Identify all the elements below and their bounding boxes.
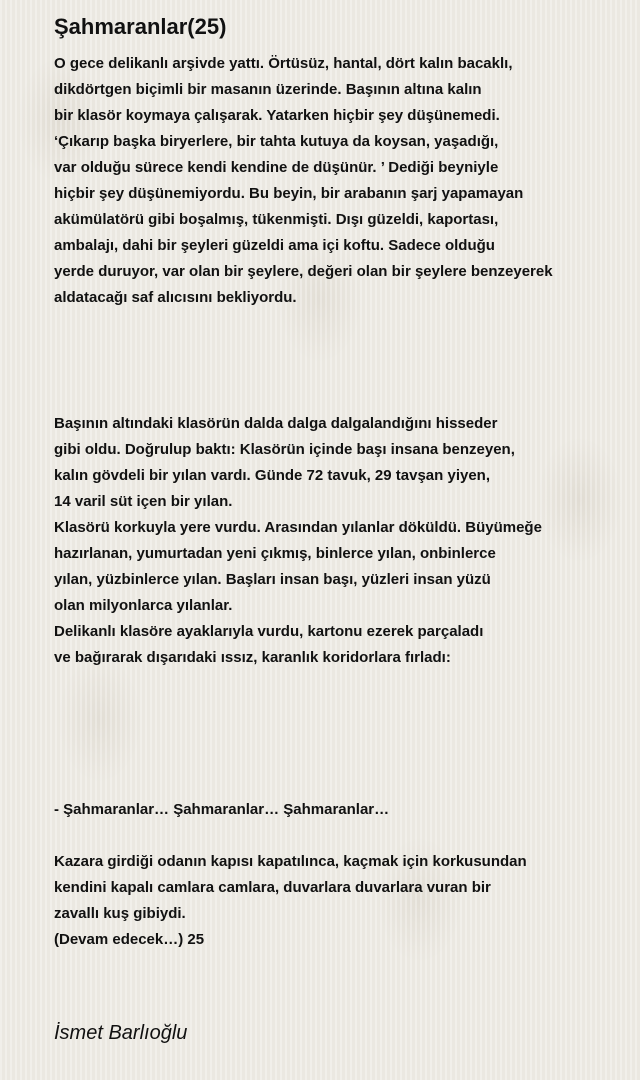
poem-author: İsmet Barlıoğlu [54, 1022, 188, 1044]
poem-line: var olduğu sürece kendi kendine de düşünür. ’ Dediği beyniyle [54, 159, 499, 176]
poem-line: - Şahmaranlar… Şahmaranlar… Şahmaranlar… [54, 801, 390, 818]
poem-paragraph-1 [54, 51, 553, 311]
poem-line: Delikanlı klasöre ayaklarıyla vurdu, kartonu ezerek parçaladı [54, 623, 484, 640]
poem-line: hazırlanan, yumurtadan yeni çıkmış, binlerce yılan, onbinlerce [54, 545, 496, 562]
poem-line: kendini kapalı camlara camlara, duvarlara duvarlara vuran bir [54, 879, 491, 896]
poem-line: aldatacağı saf alıcısını bekliyordu. [54, 289, 297, 306]
poem-line: akümülatörü gibi boşalmış, tükenmişti. Dışı güzeldi, kaportası, [54, 211, 499, 228]
poem-line: ‘Çıkarıp başka biryerlere, bir tahta kutuya da koysan, yaşadığı, [54, 133, 499, 150]
poem-line: dikdörtgen biçimli bir masanın üzerinde. Başının altına kalın [54, 81, 482, 98]
poem-paragraph-2 [54, 411, 542, 671]
poem-paragraph-4 [54, 849, 527, 953]
poem-title: Şahmaranlar(25) [54, 14, 227, 39]
poem-paragraph-3 [54, 797, 389, 823]
poem-line: kalın gövdeli bir yılan vardı. Günde 72 tavuk, 29 tavşan yiyen, [54, 467, 491, 484]
poem-line: yılan, yüzbinlerce yılan. Başları insan başı, yüzleri insan yüzü [54, 571, 491, 588]
poem-line: zavallı kuş gibiydi. [54, 905, 186, 922]
poem-line: bir klasör koymaya çalışarak. Yatarken hiçbir şey düşünemedi. [54, 107, 500, 124]
poem-line: (Devam edecek…) 25 [54, 931, 205, 948]
poem-line: 14 varil süt içen bir yılan. [54, 493, 233, 510]
poem-line: Kazara girdiği odanın kapısı kapatılınca, kaçmak için korkusundan [54, 853, 527, 870]
poem-line: gibi oldu. Doğrulup baktı: Klasörün içinde başı insana benzeyen, [54, 441, 515, 458]
poem-line: O gece delikanlı arşivde yattı. Örtüsüz, hantal, dört kalın bacaklı, [54, 55, 513, 72]
poem-line: hiçbir şey düşünemiyordu. Bu beyin, bir arabanın şarj yapamayan [54, 185, 524, 202]
poem-line: Başının altındaki klasörün dalda dalga dalgalandığını hisseder [54, 415, 498, 432]
poem-line: Klasörü korkuyla yere vurdu. Arasından yılanlar döküldü. Büyümeğe [54, 519, 542, 536]
poem-line: ve bağırarak dışarıdaki ıssız, karanlık koridorlara fırladı: [54, 649, 451, 666]
poem-line: olan milyonlarca yılanlar. [54, 597, 233, 614]
poem-line: ambalajı, dahi bir şeyleri güzeldi ama içi koftu. Sadece olduğu [54, 237, 495, 254]
poem-line: yerde duruyor, var olan bir şeylere, değeri olan bir şeylere benzeyerek [54, 263, 553, 280]
